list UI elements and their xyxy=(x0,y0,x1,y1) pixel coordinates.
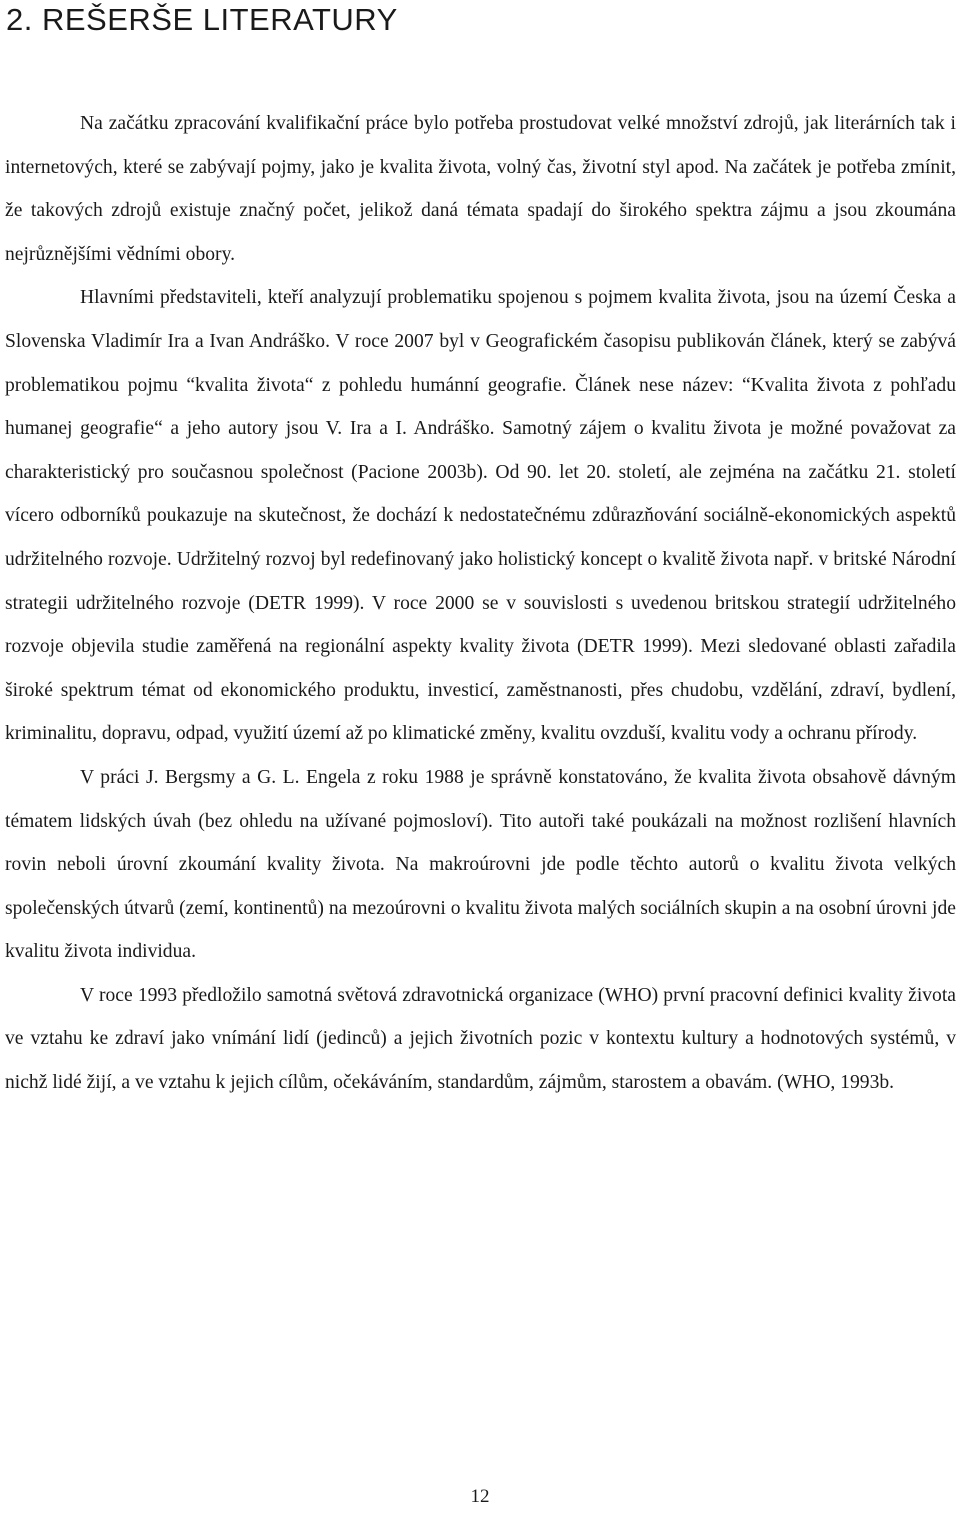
page-number: 12 xyxy=(470,1486,490,1507)
paragraph-ira-andrasko: Hlavními představiteli, kteří analyzují problematiku spojenou s pojmem kvalita života, jsou na území Česka a Slovenska Vladimír Ira a Ivan Andráško. V roce 2007 byl v Geografickém časopisu publikován článek, který se zabývá problematikou pojmu “kvalita života“ z pohledu humánní geografie. Článek nese název: “Kvalita života z pohľadu humanej geografie“ a jeho autory jsou V. Ira a I. Andráško. Samotný zájem o kvalitu života je možné považovat za charakteristický pro současnou společnost (Pacione 2003b). Od 90. let 20. století, ale zejména na začátku 21. století vícero odborníků poukazuje na skutečnost, že dochází k nedostatečnému zdůrazňování sociálně-ekonomických aspektů udržitelného rozvoje. Udržitelný rozvoj byl redefinovaný jako holistický koncept o kvalitě života např. v britské Národní strategii udržitelného rozvoje (DETR 1999). V roce 2000 se v souvislosti s uvedenou britskou strategií udržitelného rozvoje objevila studie zaměřená na regionální aspekty kvality života (DETR 1999). Mezi sledované oblasti zařadila široké spektrum témat od ekonomického produktu, investicí, zaměstnanosti, přes chudobu, vzdělání, zdraví, bydlení, kriminalitu, dopravu, odpad, využití území až po klimatické změny, kvalitu ovzduší, kvalitu vody a ochranu přírody. xyxy=(5,287,956,745)
paragraph-who-definition: V roce 1993 předložilo samotná světová zdravotnická organizace (WHO) první pracovní definici kvality života ve vztahu ke zdraví jako vnímání lidí (jedinců) a jejich životních pozic v kontextu kultury a hodnotových systémů, v nichž lidé žijí, a ve vztahu k jejich cílům, očekáváním, standardům, zájmům, starostem a obavám. (WHO, 1993b. xyxy=(5,984,956,1094)
body-text xyxy=(5,102,956,1105)
paragraph-bergsma-engel: V práci J. Bergsmy a G. L. Engela z roku 1988 je správně konstatováno, že kvalita života obsahově dávným tématem lidských úvah (bez ohledu na užívané pojmosloví). Tito autoři také poukázali na možnost rozlišení hlavních rovin neboli úrovní zkoumání kvality života. Na makroúrovni jde podle těchto autorů o kvalitu života velkých společenských útvarů (zemí, kontinentů) na mezoúrovni o kvalitu života malých sociálních skupin a na osobní úrovni jde kvalitu života individua. xyxy=(5,766,956,963)
paragraph-sources: Na začátku zpracování kvalifikační práce bylo potřeba prostudovat velké množství zdrojů, jak literárních tak i internetových, které se zabývají pojmy, jako je kvalita života, volný čas, životní styl apod. Na začátek je potřeba zmínit, že takových zdrojů existuje značný počet, jelikož daná témata spadají do širokého spektra zájmu a jsou zkoumána nejrůznějšími vědními obory. xyxy=(5,113,956,265)
section-heading: 2. REŠERŠE LITERATURY xyxy=(6,2,398,37)
